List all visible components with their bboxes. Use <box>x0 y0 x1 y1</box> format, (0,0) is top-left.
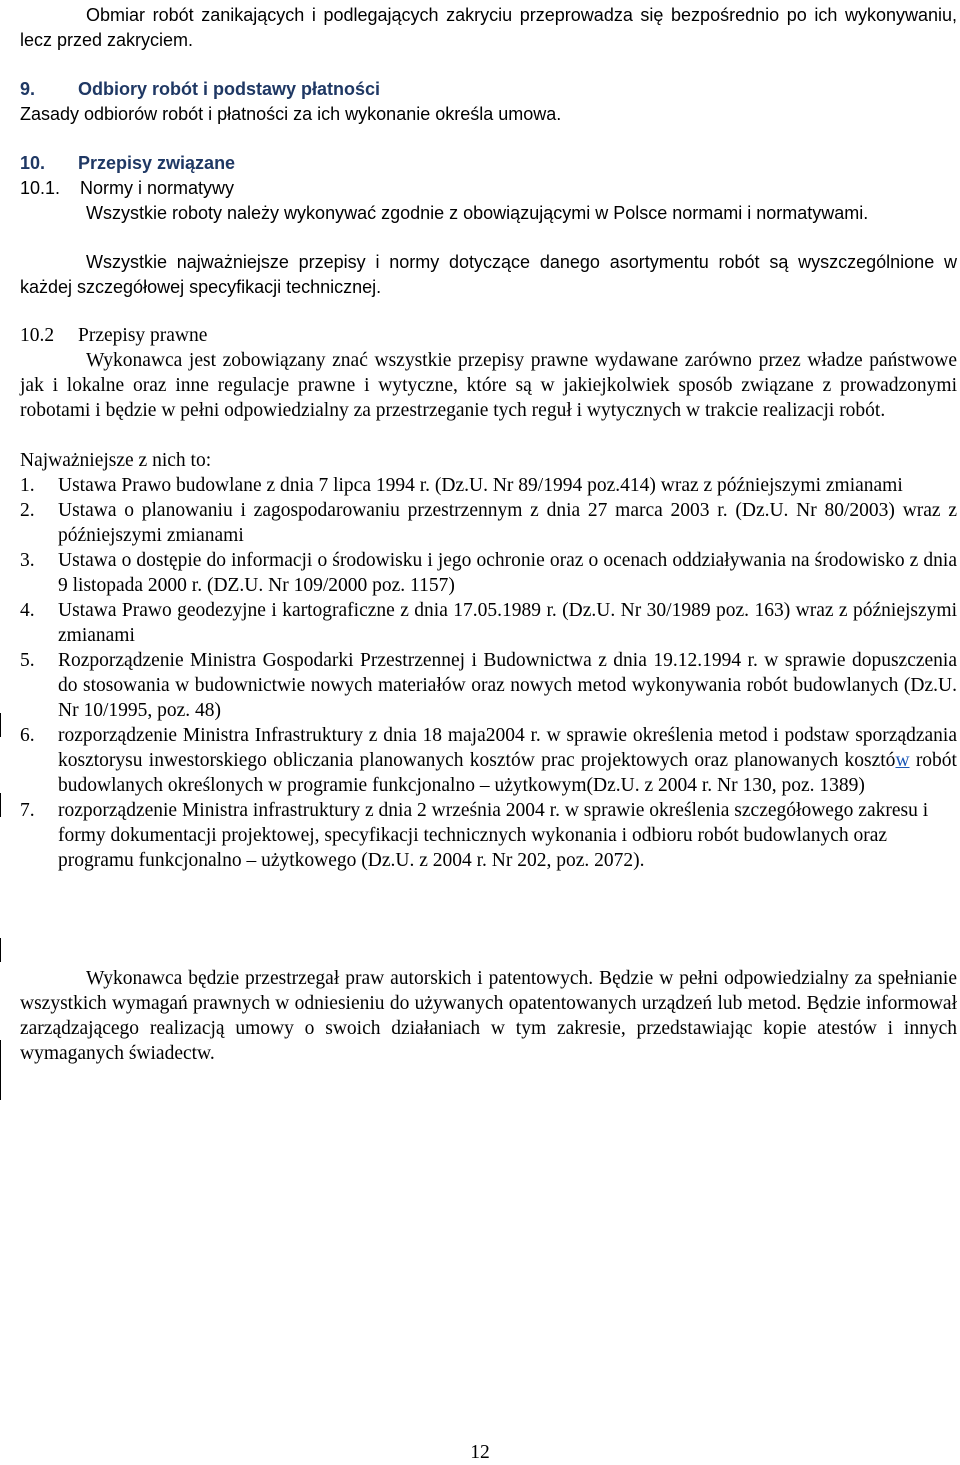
list-item-number: 6. <box>20 725 35 746</box>
list-intro: Najważniejsze z nich to: <box>20 450 212 471</box>
list-item-number: 7. <box>20 800 35 821</box>
section-10-1-heading <box>20 176 234 201</box>
change-bar <box>0 1040 1 1100</box>
closing-paragraph: Wykonawca będzie przestrzegał praw autorskich i patentowych. Będzie w pełni odpowiedzialny za spełnianie wszystkich wymagań prawnych w odniesieniu do używanych opatentowanych urządzeń lub metod. Będzie informował zarządzającego realizacją umowy o swoich działaniach w tym zakresie, przedstawiając kopie atestów i innych wymaganych świadectw. <box>20 968 957 1064</box>
underlined-letter: w <box>895 750 910 771</box>
section-10-1-title: Normy i normatywy <box>80 178 235 198</box>
page-number: 12 <box>470 1442 490 1463</box>
section-10-title: Przepisy związane <box>78 153 236 173</box>
section-10-1-number: 10.1. <box>20 178 61 198</box>
section-10-2-number: 10.2 <box>20 325 55 346</box>
list-item-text: Ustawa Prawo budowlane z dnia 7 lipca 1994 r. (Dz.U. Nr 89/1994 poz.414) wraz z późniejszymi zmianami <box>58 475 903 496</box>
section-10-1-paragraph-2: Wszystkie najważniejsze przepisy i normy dotyczące danego asortymentu robót są wyszczególnione w każdej szczegółowej specyfikacji technicznej. <box>20 252 957 297</box>
intro-paragraph: Obmiar robót zanikających i podlegających zakryciu przeprowadza się bezpośrednio po ich wykonywaniu, lecz przed zakryciem. <box>20 5 957 50</box>
section-9-heading <box>20 77 380 102</box>
section-10-1-paragraph-1: Wszystkie roboty należy wykonywać zgodnie z obowiązującymi w Polsce normami i normatywami. <box>86 203 869 223</box>
list-item-text: Ustawa o planowaniu i zagospodarowaniu przestrzennym z dnia 27 marca 2003 r. (Dz.U. Nr 80/2003) wraz z późniejszymi zmianami <box>58 500 957 546</box>
list-item-text-part: robót budowlanych określonych w programie funkcjonalno – użytkowym(Dz.U. z 2004 r. Nr 130, poz. 1389) <box>58 750 957 796</box>
list-item <box>20 648 957 723</box>
list-item-number: 3. <box>20 550 35 571</box>
list-item-number: 2. <box>20 500 35 521</box>
section-9-number: 9. <box>20 79 36 99</box>
section-10-2-title: Przepisy prawne <box>78 325 208 346</box>
section-9-title: Odbiory robót i podstawy płatności <box>78 79 381 99</box>
list-item-text: rozporządzenie Ministra infrastruktury z dnia 2 września 2004 r. w sprawie określenia szczegółowego zakresu i formy dokumentacji projektowej, specyfikacji technicznych wykonania i odbioru robót budowlanych oraz programu funkcjonalno – użytkowego (Dz.U. z 2004 r. Nr 202, poz. 2072). <box>58 800 929 871</box>
list-item-number: 4. <box>20 600 35 621</box>
list-item-text: Ustawa o dostępie do informacji o środowisku i jego ochronie oraz o ocenach oddziaływania na środowisko z dnia 9 listopada 2000 r. (DZ.U. Nr 109/2000 poz. 1157) <box>58 550 957 596</box>
change-bar <box>0 938 1 962</box>
list-item <box>20 598 957 648</box>
list-item-text <box>58 723 957 798</box>
list-item <box>20 498 957 548</box>
section-10-number: 10. <box>20 153 46 173</box>
list-item <box>20 723 957 798</box>
section-10-2-heading <box>20 323 207 348</box>
change-bar <box>0 793 1 817</box>
list-item <box>20 798 957 873</box>
section-9-text: Zasady odbiorów robót i płatności za ich wykonanie określa umowa. <box>20 104 562 124</box>
list-item-text: Ustawa Prawo geodezyjne i kartograficzne z dnia 17.05.1989 r. (Dz.U. Nr 30/1989 poz. 163) wraz z późniejszymi zmianami <box>58 600 957 646</box>
list-item <box>20 473 957 498</box>
list-item-number: 1. <box>20 475 35 496</box>
list-item <box>20 548 957 598</box>
section-10-2-paragraph: Wykonawca jest zobowiązany znać wszystkie przepisy prawne wydawane zarówno przez władze państwowe jak i lokalne oraz inne regulacje prawne i wytyczne, które są w jakiejkolwiek sposób związane z prowadzonymi robotami i będzie w pełni odpowiedzialny za przestrzeganie tych reguł i wytycznych w trakcie realizacji robót. <box>20 350 957 421</box>
list-item-text-part: rozporządzenie Ministra Infrastruktury z dnia 18 maja2004 r. w sprawie określenia metod i podstaw sporządzania kosztorysu inwestorskiego obliczania planowanych kosztów prac projektowych oraz planowanych kosztó <box>58 725 957 771</box>
regulations-list <box>20 473 957 873</box>
list-item-number: 5. <box>20 650 35 671</box>
change-bar <box>0 713 1 737</box>
section-10-heading <box>20 151 235 176</box>
list-item-text: Rozporządzenie Ministra Gospodarki Przestrzennej i Budownictwa z dnia 19.12.1994 r. w sprawie dopuszczenia do stosowania w budownictwie nowych materiałów oraz nowych metod wykonywania robót budowlanych (Dz.U. Nr 10/1995, poz. 48) <box>58 650 957 721</box>
